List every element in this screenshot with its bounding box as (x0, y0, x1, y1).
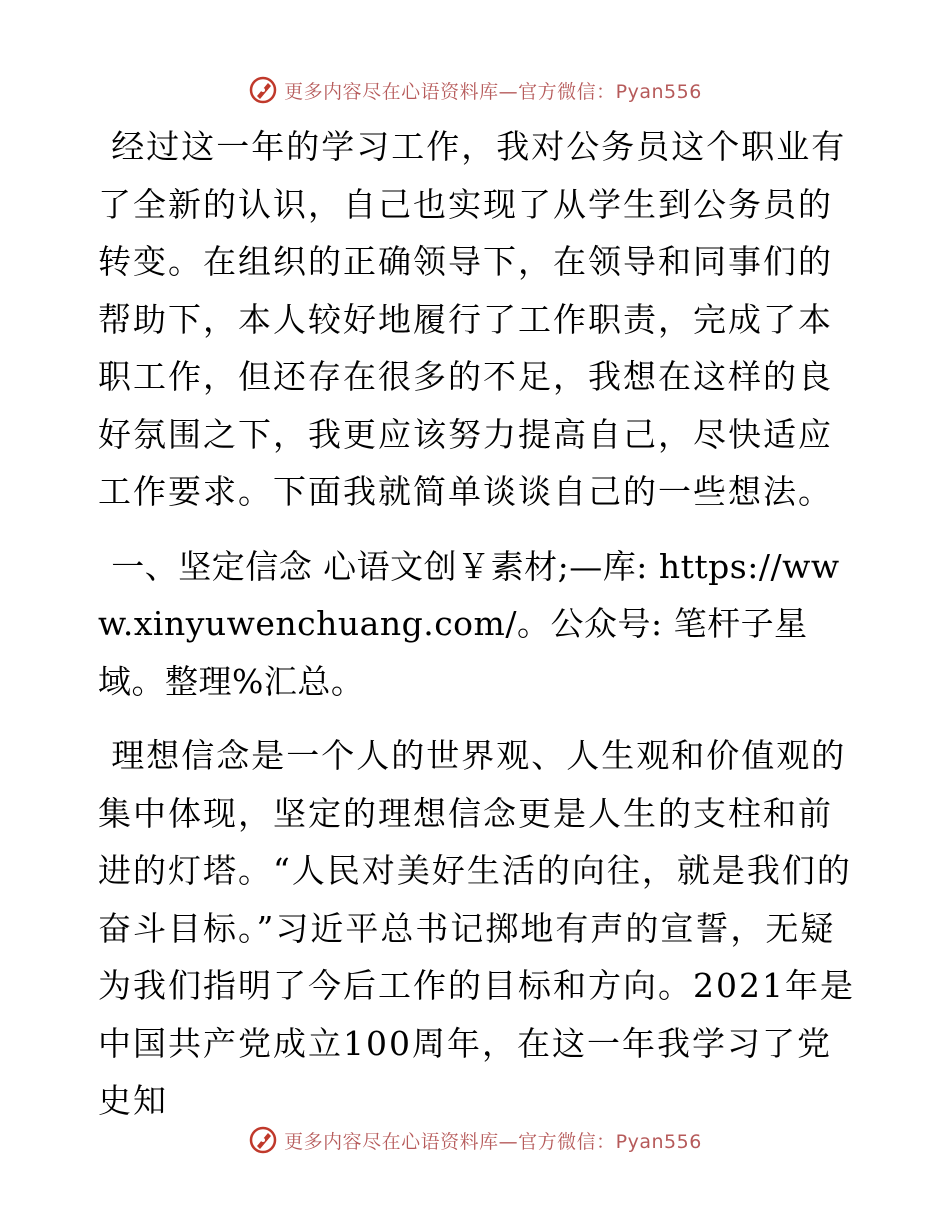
header-banner (0, 70, 950, 110)
footer-banner-text: 更多内容尽在心语资料库—官方微信：Pyan556 (284, 1130, 702, 1153)
pen-circle-logo-icon (248, 75, 278, 105)
paragraph-section-heading: 一、坚定信念 心语文创￥素材;—库: https://www.xinyuwenchuang.com/。公众号: 笔杆子星域。整理%汇总。 (98, 546, 840, 701)
pen-circle-logo-icon (248, 1125, 278, 1155)
footer-banner (0, 1120, 950, 1160)
header-banner-text: 更多内容尽在心语资料库—官方微信：Pyan556 (284, 80, 702, 103)
paragraph-belief: 理想信念是一个人的世界观、人生观和价值观的集中体现，坚定的理想信念更是人生的支柱和前进的灯塔。“人民对美好生活的向往，就是我们的奋斗目标。”习近平总书记掷地有声的宣誓，无疑为我们指明了今后工作的目标和方向。2021年是中国共产党成立100周年，在这一年我学习了党史知 (98, 736, 855, 1120)
paragraph-intro: 经过这一年的学习工作，我对公务员这个职业有了全新的认识，自己也实现了从学生到公务员的转变。在组织的正确领导下，在领导和同事们的帮助下，本人较好地履行了工作职责，完成了本职工作，但还存在很多的不足，我想在这样的良好氛围之下，我更应该努力提高自己，尽快适应工作要求。下面我就简单谈谈自己的一些想法。 (98, 127, 847, 511)
document-body (98, 118, 858, 1130)
